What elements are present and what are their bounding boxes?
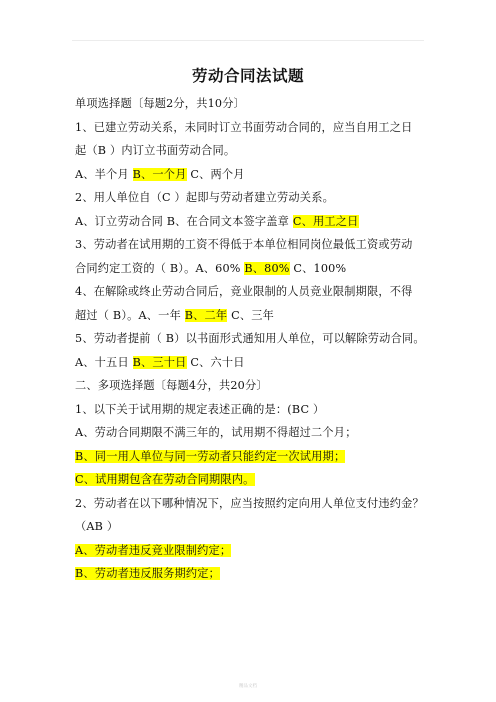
q3-stem-line2: 合同约定工资的（ B）。A、60% <box>75 261 245 275</box>
q2-stem: 2、用人单位自（C ）起即与劳动者建立劳动关系。 <box>75 191 334 204</box>
q2-option-c-highlighted: C、用工之日 <box>292 214 359 228</box>
q2-options <box>75 210 427 234</box>
q3-stem-line1: 3、劳动者在试用期的工资不得低于本单位相同岗位最低工资或劳动 <box>75 238 413 251</box>
m1-option-c-highlighted: C、试用期包含在劳动合同期限内。 <box>75 473 255 486</box>
q2-option-ab: A、订立劳动合同 B、在合同文本签字盖章 <box>75 214 293 228</box>
section2-heading: 二、多项选择题〔每题4分，共20分〕 <box>75 379 268 392</box>
q1-stem-line1: 1、已建立劳动关系，未同时订立书面劳动合同的，应当自用工之日 <box>75 120 413 134</box>
q1-option-c: C、两个月 <box>186 167 245 181</box>
q1-options <box>75 163 427 187</box>
q4-option-c: C、三年 <box>227 308 274 322</box>
q1-option-a: A、半个月 <box>75 167 133 181</box>
q5-stem: 5、劳动者提前（ B）以书面形式通知用人单位，可以解除劳动合同。 <box>75 332 425 345</box>
q3-options <box>75 257 427 281</box>
m1-option-a: A、劳动合同期限不满三年的，试用期不得超过二个月； <box>75 426 357 439</box>
section1-heading: 单项选择题〔每题2分，共10分〕 <box>75 97 245 110</box>
q5-option-c: C、六十日 <box>186 355 245 369</box>
q3-option-c: C、100% <box>289 261 347 275</box>
m1-stem: 1、以下关于试用期的规定表述正确的是：(BC ） <box>75 402 325 416</box>
m1-option-b-line <box>75 445 427 469</box>
m2-answer: （AB ） <box>75 520 119 533</box>
q4-stem-line1: 4、在解除或终止劳动合同后，竞业限制的人员竞业限制期限，不得 <box>75 285 413 298</box>
m1-option-c-line <box>75 468 427 492</box>
m1-option-b-highlighted: B、同一用人单位与同一劳动者只能约定一次试用期； <box>75 449 346 463</box>
q5-option-a: A、十五日 <box>75 355 133 369</box>
m2-option-b-highlighted: B、劳动者违反服务期约定； <box>75 567 221 580</box>
m2-option-a-line <box>75 539 427 563</box>
q3-option-b-highlighted: B、80% <box>244 261 290 275</box>
footer-watermark: 精品文档 <box>239 684 257 689</box>
q5-option-b-highlighted: B、三十日 <box>132 355 187 369</box>
m2-stem: 2、劳动者在以下哪种情况下，应当按照约定向用人单位支付违约金？ <box>75 496 424 510</box>
document-body <box>75 92 427 586</box>
header-rule <box>72 40 424 41</box>
m2-option-a-highlighted: A、劳动者违反竞业限制约定； <box>75 543 232 557</box>
q5-options <box>75 351 427 375</box>
q4-option-b-highlighted: B、二年 <box>184 308 228 322</box>
q1-stem-line2: 起（B ）内订立书面劳动合同。 <box>75 144 236 157</box>
document-title: 劳动合同法试题 <box>191 67 304 85</box>
q1-option-b-highlighted: B、一个月 <box>132 167 187 181</box>
q4-stem-line2: 超过（ B）。A、一年 <box>75 308 185 322</box>
m2-option-b-line <box>75 562 427 586</box>
q4-options <box>75 304 427 328</box>
